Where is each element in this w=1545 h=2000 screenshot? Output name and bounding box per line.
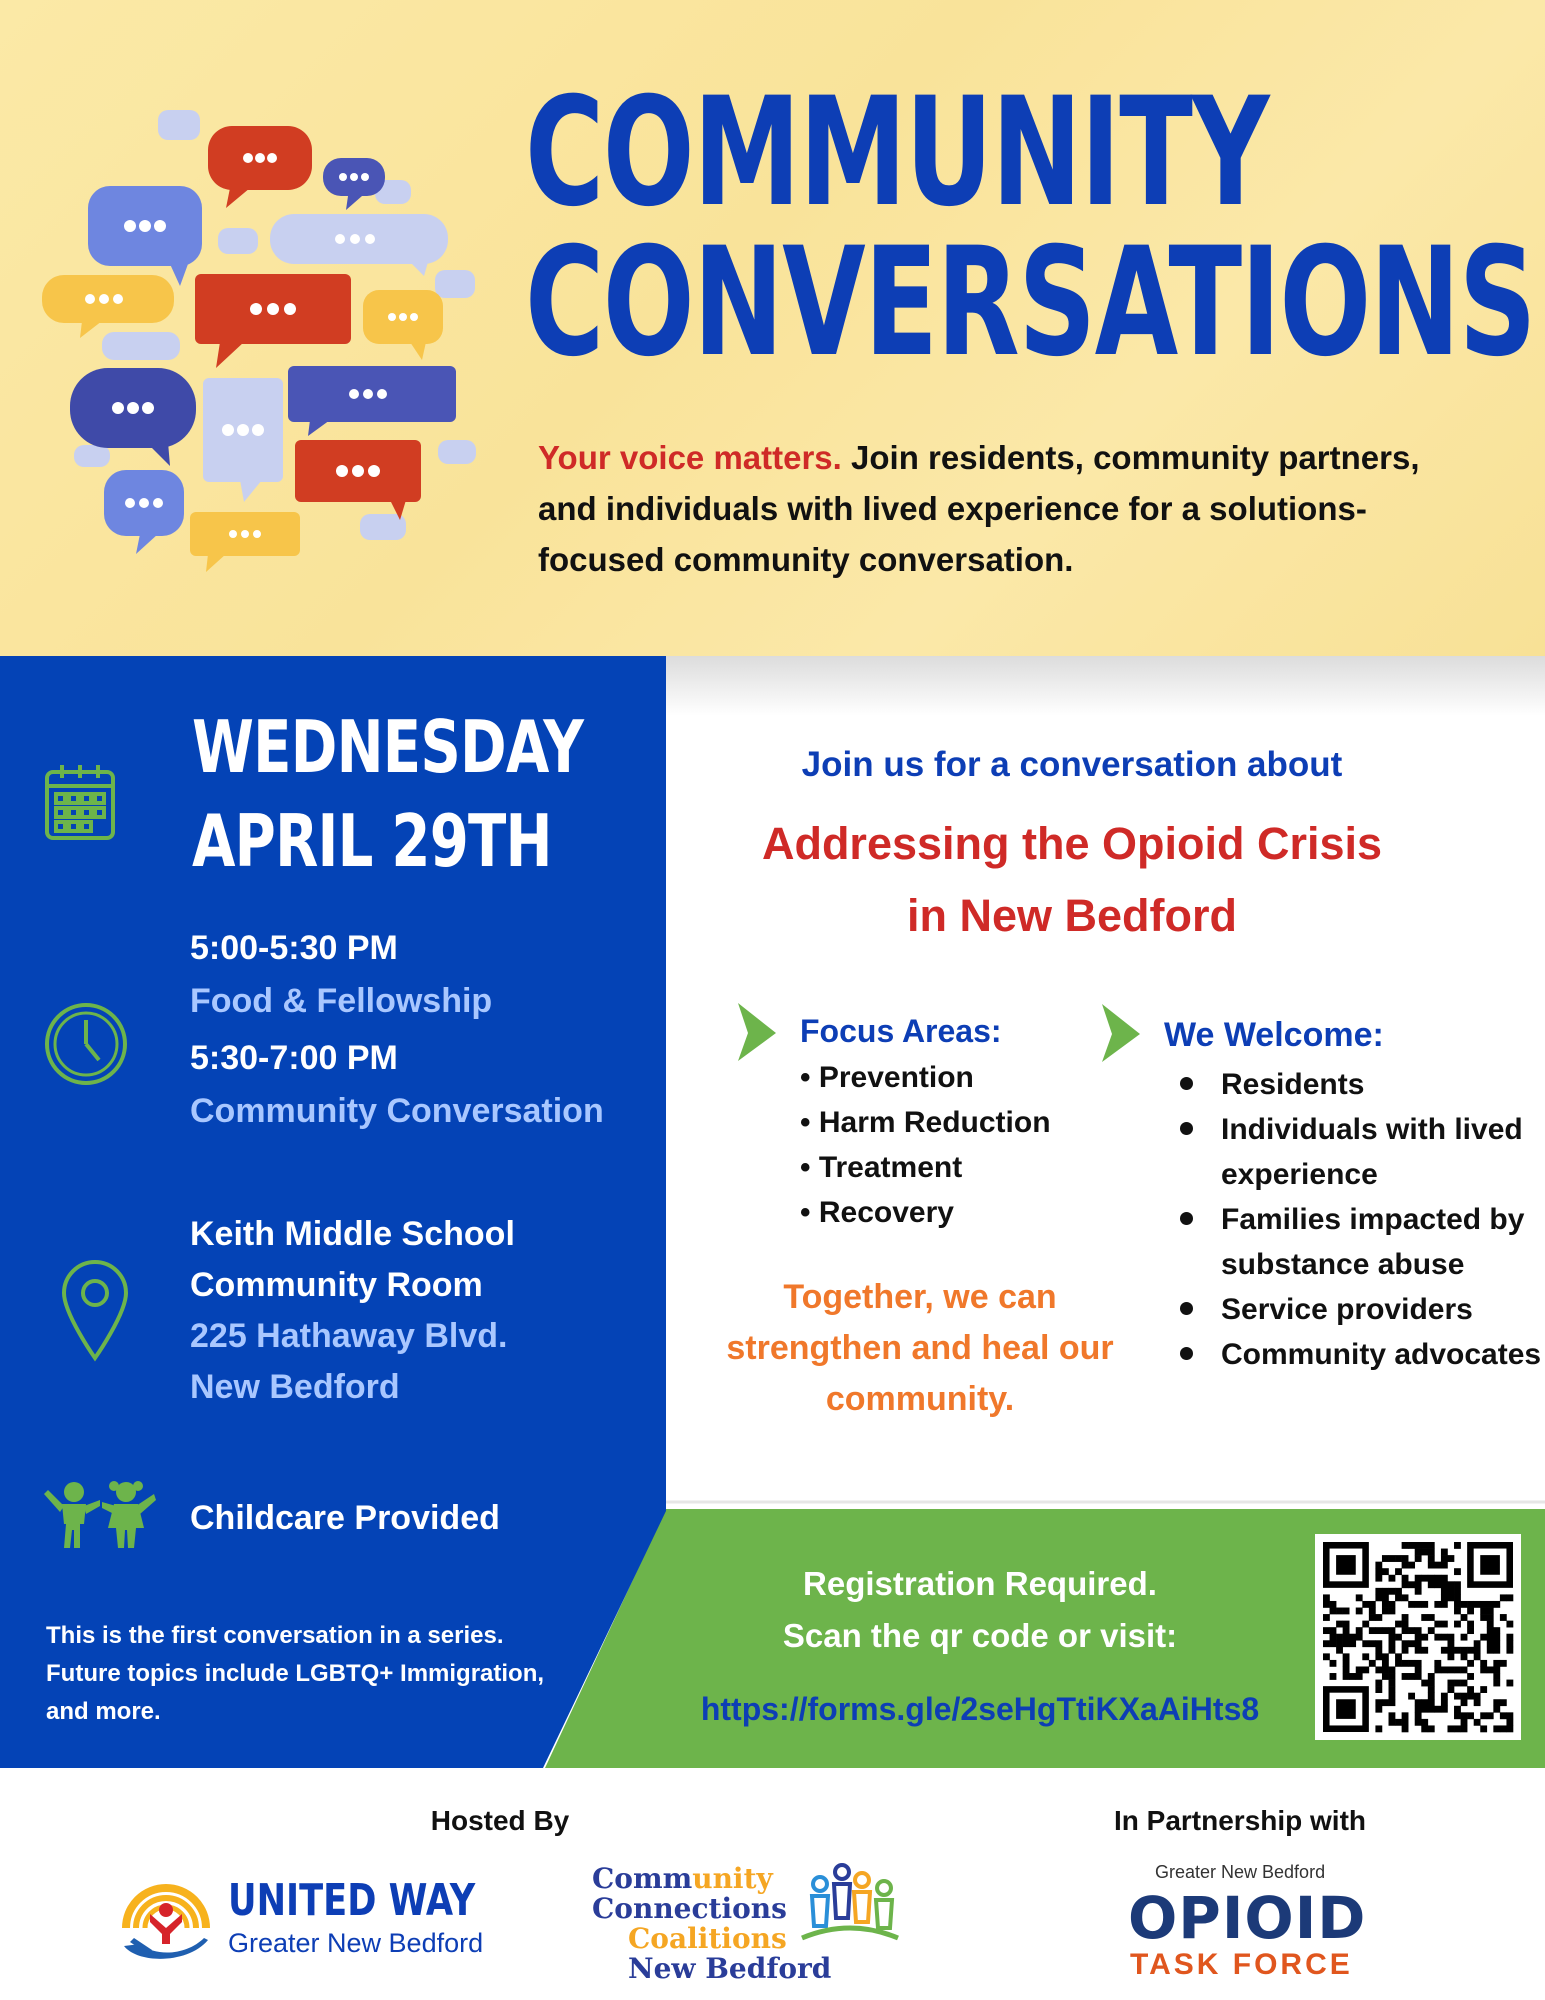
registration-line-2: Scan the qr code or visit: [782, 1617, 1178, 1654]
list-item: Community advocates [1164, 1332, 1544, 1377]
qr-code-graphic [1315, 1534, 1521, 1740]
series-note: This is the first conversation in a series. Future topics include LGBTQ+ Immigration, and more. [46, 1622, 545, 1725]
ccc-line-4: New Bedford [628, 1952, 832, 1985]
arrow-right-icon [734, 1003, 778, 1061]
focus-item: • Harm Reduction [800, 1106, 1051, 1139]
ccc-line-3: Coalitions [628, 1922, 787, 1955]
united-way-name: UNITED WAY [228, 1875, 476, 1926]
welcome-list [1164, 1062, 1544, 1377]
together-statement: Together, we can strengthen and heal our community. [726, 1278, 1114, 1418]
people-group-icon [800, 1862, 900, 1942]
location-pin-icon [60, 1258, 130, 1362]
focus-item: • Prevention [800, 1061, 974, 1094]
topic-heading [622, 808, 1522, 952]
speech-bubbles-icon [30, 110, 480, 580]
list-item: Service providers [1164, 1287, 1544, 1332]
united-way-text [228, 1876, 537, 1960]
event-date [192, 700, 583, 888]
ccc-line-1 [592, 1864, 831, 1894]
calendar-icon [44, 762, 116, 842]
venue-line-2: Community Room [190, 1266, 483, 1304]
otf-subtitle: TASK FORCE [1130, 1948, 1353, 1981]
focus-areas [800, 1007, 1120, 1235]
clock-icon [44, 1002, 128, 1086]
join-heading: Join us for a conversation about [801, 745, 1343, 784]
ccc-line-2: Connections [592, 1892, 787, 1925]
header-banner [0, 0, 1545, 656]
event-location [190, 1209, 660, 1413]
ccc-line-1b: unity [692, 1862, 773, 1895]
qr-code-icon[interactable] [1315, 1534, 1521, 1740]
event-date-text: APRIL 29TH [192, 799, 552, 883]
page-title [525, 66, 1536, 390]
focus-heading: Focus Areas: [800, 1013, 1002, 1049]
otf-region: Greater New Bedford [1155, 1862, 1326, 1882]
registration-link[interactable]: https://forms.gle/2seHgTtiKXaAiHts8 [700, 1691, 1260, 1727]
time-slot-2: 5:30-7:00 PM [190, 1039, 398, 1077]
focus-item: • Recovery [800, 1196, 954, 1229]
time-slot-1: 5:00-5:30 PM [190, 929, 398, 967]
registration-text [730, 1558, 1230, 1662]
united-way-logo [118, 1868, 214, 1968]
address-line-1: 225 Hathaway Blvd. [190, 1317, 508, 1355]
ccc-line-1a: Comm [592, 1862, 693, 1895]
title-line-2: CONVERSATIONS [525, 216, 1536, 390]
welcome-heading: We Welcome: [1164, 1016, 1384, 1054]
children-icon [44, 1480, 156, 1550]
time-slot-1-label: Food & Fellowship [190, 982, 493, 1020]
registration-line-1: Registration Required. [803, 1565, 1157, 1602]
hosted-by-label: Hosted By [430, 1805, 570, 1836]
we-welcome [1164, 1010, 1544, 1377]
list-item: Individuals with lived experience [1164, 1107, 1544, 1197]
list-item: Families impacted by substance abuse [1164, 1197, 1544, 1287]
topic-line-2: in New Bedford [906, 890, 1237, 941]
topic-line-1: Addressing the Opioid Crisis [761, 818, 1383, 869]
intro-accent: Your voice matters. [538, 439, 842, 476]
list-item: Residents [1164, 1062, 1544, 1107]
address-line-2: New Bedford [190, 1368, 400, 1406]
childcare-label: Childcare Provided [190, 1499, 500, 1537]
event-schedule [190, 922, 660, 1138]
united-way-subtitle: Greater New Bedford [228, 1928, 484, 1958]
focus-item: • Treatment [800, 1151, 963, 1184]
event-day: WEDNESDAY [192, 705, 584, 789]
title-line-1: COMMUNITY [525, 66, 1269, 240]
venue-line-1: Keith Middle School [190, 1215, 515, 1253]
time-slot-2-label: Community Conversation [190, 1092, 604, 1130]
intro-body: Join residents, community partners, and individuals with lived experience for a solutions-focused community conversation. [538, 439, 1420, 578]
community-connections-logo [592, 1864, 831, 1984]
partnership-label: In Partnership with [1113, 1805, 1367, 1836]
otf-name: OPIOID [1128, 1884, 1367, 1952]
intro-text [538, 432, 1478, 585]
